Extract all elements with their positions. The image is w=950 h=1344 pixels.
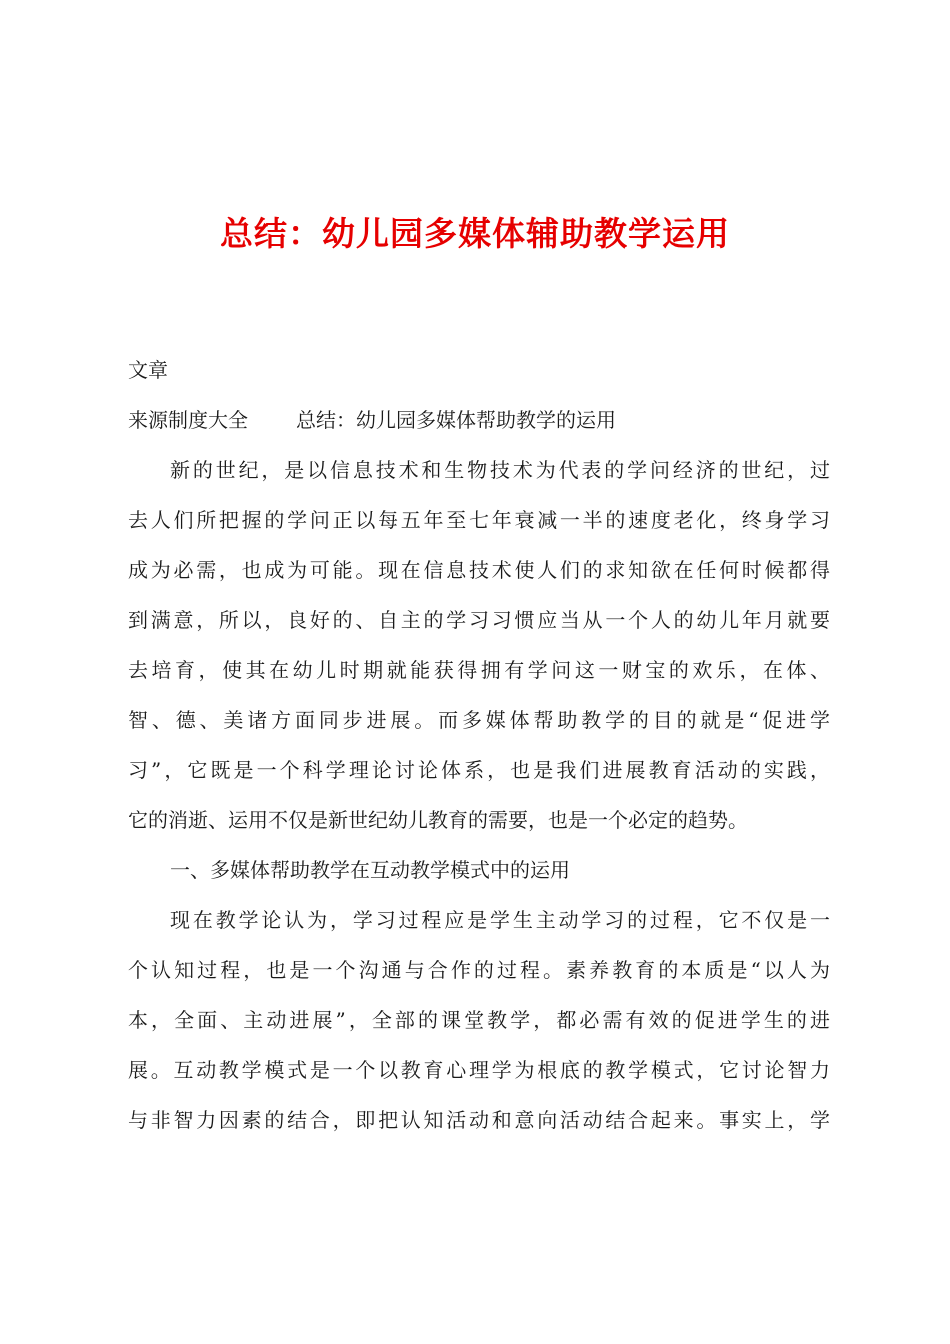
- document-title: 总结：幼儿园多媒体辅助教学运用: [220, 214, 730, 253]
- paragraph-line: 新的世纪，是以信息技术和生物技术为代表的学问经济的世纪，过: [170, 458, 830, 482]
- paragraph-line: 现在教学论认为，学习过程应是学生主动学习的过程，它不仅是一: [170, 908, 830, 932]
- document-body: [128, 345, 830, 1145]
- paragraph-line: 去人们所把握的学问正以每五年至七年衰减一半的速度老化，终身学习: [128, 508, 830, 532]
- paragraph-line: 成为必需，也成为可能。现在信息技术使人们的求知欲在任何时候都得: [128, 558, 830, 582]
- paragraph-line: 与非智力因素的结合，即把认知活动和意向活动结合起来。事实上，学: [128, 1108, 830, 1132]
- source-name: 来源制度大全: [128, 408, 248, 432]
- article-subtitle: 总结：幼儿园多媒体帮助教学的运用: [296, 408, 616, 432]
- source-label: 文章: [128, 358, 168, 382]
- paragraph-line: 个认知过程，也是一个沟通与合作的过程。素养教育的本质是“以人为: [128, 958, 830, 982]
- paragraph-line: 智、德、美诸方面同步进展。而多媒体帮助教学的目的就是“促进学: [128, 708, 830, 732]
- paragraph-line: 到满意，所以，良好的、自主的学习习惯应当从一个人的幼儿年月就要: [128, 608, 830, 632]
- paragraph-line: 去培育，使其在幼儿时期就能获得拥有学问这一财宝的欢乐，在体、: [128, 658, 830, 682]
- paragraph-line: 展。互动教学模式是一个以教育心理学为根底的教学模式，它讨论智力: [128, 1058, 830, 1082]
- paragraph-line: 习”，它既是一个科学理论讨论体系，也是我们进展教育活动的实践，: [128, 758, 830, 782]
- source-line: [128, 395, 830, 445]
- section-heading: 一、多媒体帮助教学在互动教学模式中的运用: [170, 858, 570, 882]
- paragraph-line: 本，全面、主动进展”，全部的课堂教学，都必需有效的促进学生的进: [128, 1008, 830, 1032]
- paragraph-line: 它的消逝、运用不仅是新世纪幼儿教育的需要，也是一个必定的趋势。: [128, 808, 748, 832]
